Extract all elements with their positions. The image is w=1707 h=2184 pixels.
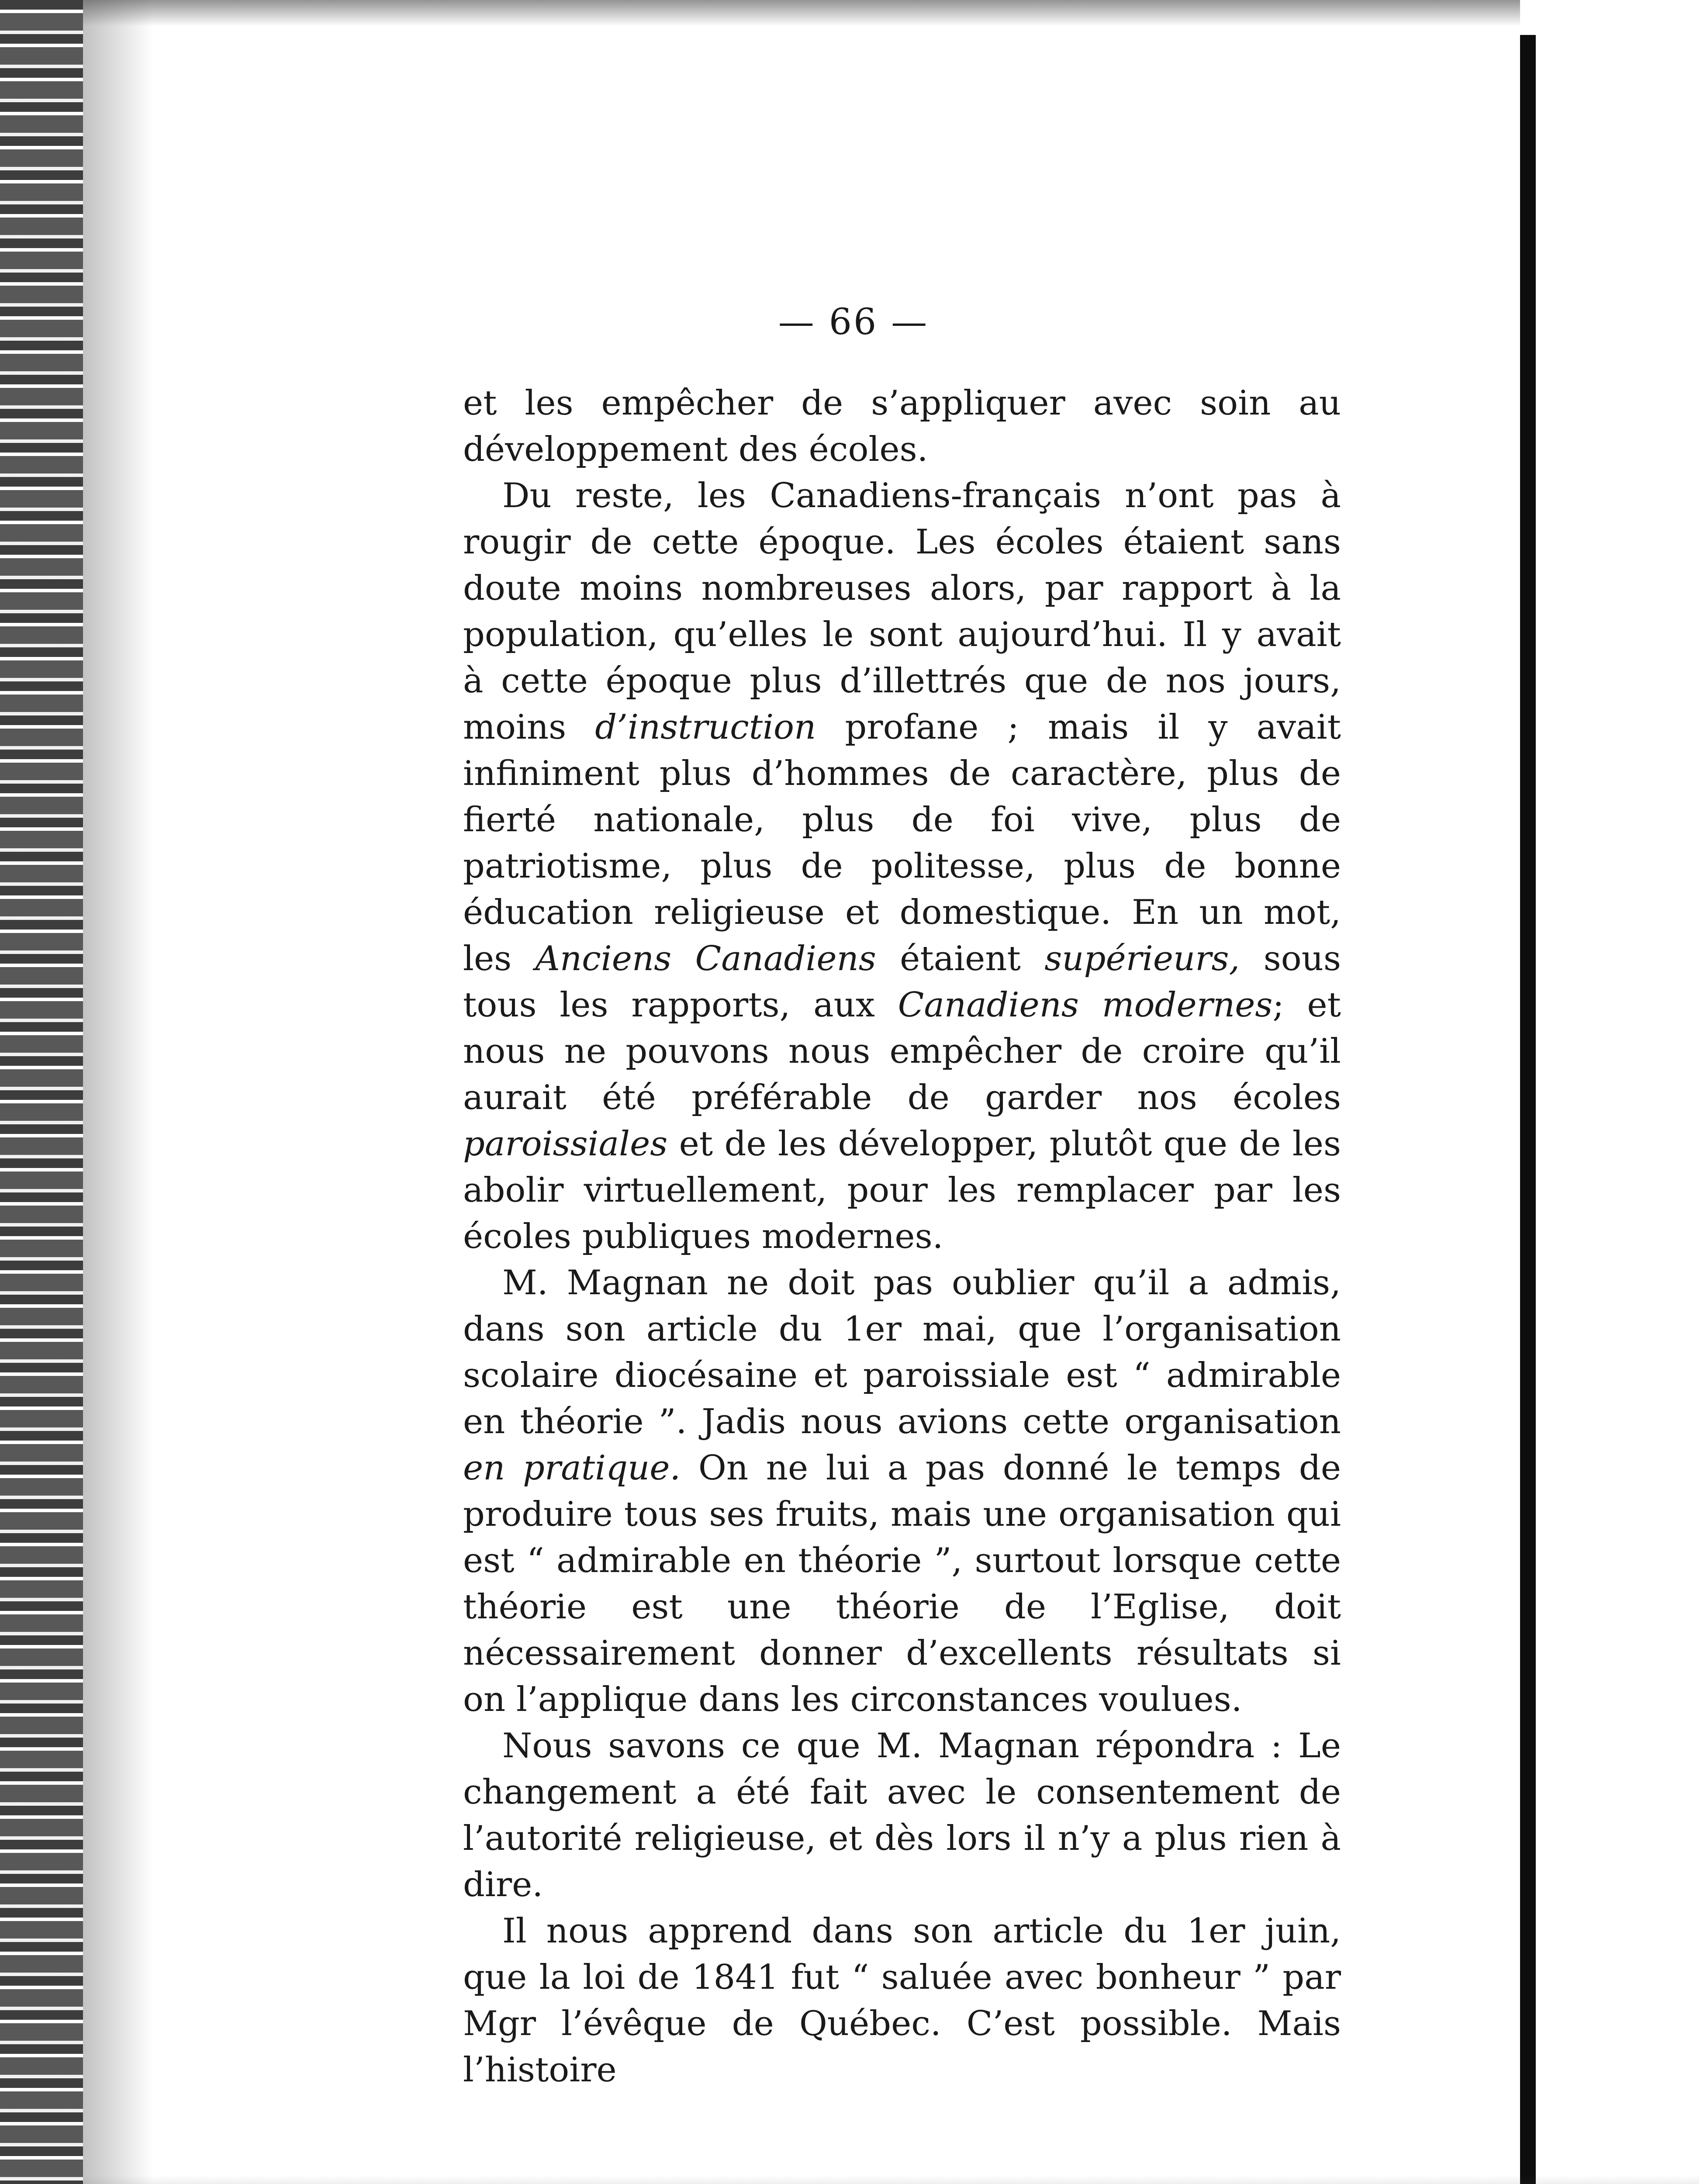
scan-right-border — [1520, 35, 1536, 2184]
text-run: et de les développer, plutôt que de les abolir virtuellement, pour les remplacer par les écoles publiques modernes. — [463, 1124, 1341, 1256]
italic-text: d’instruction — [595, 708, 816, 747]
paragraph-p4 — [463, 1723, 1341, 1908]
italic-text: en pratique. — [463, 1448, 681, 1488]
page-number: — 66 — — [778, 301, 929, 343]
text-run: étaient — [876, 939, 1045, 978]
text-run: ; et nous ne pouvons nous empêcher de croire qu’il aurait été préférable de garder nos écoles — [463, 985, 1341, 1117]
text-run: et les empêcher de s’appliquer avec soin au développement des écoles. — [463, 384, 1341, 469]
paragraph-p3 — [463, 1260, 1341, 1723]
text-run: Du reste, les Canadiens-français n’ont pas à rougir de cette époque. Les écoles étaient sans doute moins nombreuses alors, par rapport à la population, qu’elles le sont aujourd’hui. Il y avait à cette époque plus d’illettrés que de nos jours, moins — [463, 476, 1341, 747]
italic-text: Anciens Canadiens — [535, 939, 876, 978]
paragraph-p1 — [463, 380, 1341, 473]
italic-text: Canadiens modernes — [898, 985, 1273, 1025]
italic-text: supérieurs, — [1044, 939, 1240, 978]
paragraph-p5 — [463, 1908, 1341, 2093]
text-run: On ne lui a pas donné le temps de produire tous ses fruits, mais une organisation qui est “ admirable en théorie ”, surtout lorsque cette théorie est une théorie de l’Eglise, doit nécessairement donner d’excellents résultats si on l’applique dans les circonstances voulues. — [463, 1448, 1341, 1719]
scan-top-edge — [83, 0, 1520, 26]
text-run: sous tous les rapports, aux — [463, 939, 1341, 1025]
italic-text: paroissiales — [463, 1124, 668, 1164]
text-run: Il nous apprend dans son article du 1er juin, que la loi de 1841 fut “ saluée avec bonheur ” par Mgr l’évêque de Québec. C’est possible. Mais l’histoire — [463, 1911, 1341, 2090]
body-text — [463, 380, 1341, 2093]
scan-bottom-edge — [83, 2175, 1699, 2184]
text-run: profane ; mais il y avait infiniment plus d’hommes de caractère, plus de fierté nationale, plus de foi vive, plus de patriotisme, plus de politesse, plus de bonne éducation religieuse et domestique. En un mot, les — [463, 708, 1341, 978]
text-run: Nous savons ce que M. Magnan répondra : Le changement a été fait avec le consentement de l’autorité religieuse, et dès lors il n’y a plus rien à dire. — [463, 1726, 1341, 1904]
text-run: M. Magnan ne doit pas oublier qu’il a admis, dans son article du 1er mai, que l’organisation scolaire diocésaine et paroissiale est “ admirable en théorie ”. Jadis nous avions cette organisation — [463, 1263, 1341, 1441]
paragraph-p2 — [463, 473, 1341, 1260]
